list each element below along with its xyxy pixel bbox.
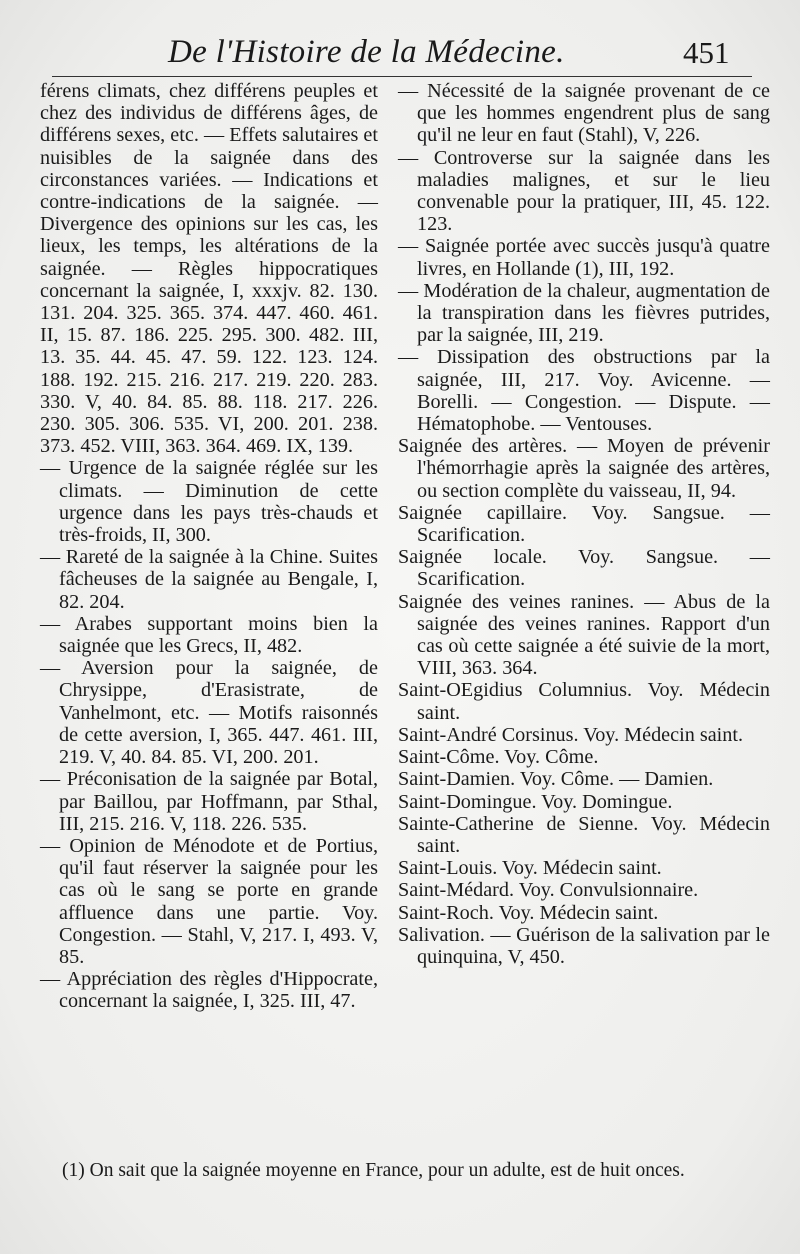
index-entry: Saignée locale. Voy. Sangsue. — Scarification. (398, 546, 770, 591)
index-entry: Saint-Côme. Voy. Côme. (398, 746, 599, 769)
index-entry: — Modération de la chaleur, augmentation de la transpiration dans les fièvres putrides, par la saignée, III, 219. (398, 279, 770, 347)
index-entry: — Controverse sur la saignée dans les maladies malignes, et sur le lieu convenable pour la pratiquer, III, 45. 122. 123. (398, 146, 770, 236)
footnote: (1) On sait que la saignée moyenne en France, pour un adulte, est de huit onces. (62, 1160, 685, 1181)
left-column (40, 80, 378, 1013)
index-entry: Saint-Médard. Voy. Convulsionnaire. (398, 879, 699, 902)
index-entry: — Rareté de la saignée à la Chine. Suites fâcheuses de la saignée au Bengale, I, 82. 204. (40, 546, 378, 613)
index-entry: — Urgence de la saignée réglée sur les climats. — Diminution de cette urgence dans les pays très-chauds et très-froids, II, 300. (40, 457, 378, 547)
index-entry: Saint-Roch. Voy. Médecin saint. (398, 901, 659, 924)
index-entry: Saignée des artères. — Moyen de prévenir l'hémorrhagie après la saignée des artères, ou section complète du vaisseau, II, 94. (398, 435, 770, 502)
running-title: De l'Histoire de la Médecine. (168, 34, 565, 70)
index-entry: Saignée capillaire. Voy. Sangsue. — Scarification. (398, 501, 770, 547)
index-entry: — Appréciation des règles d'Hippocrate, concernant la saignée, I, 325. III, 47. (40, 968, 378, 1013)
right-column (398, 80, 770, 968)
index-entry: — Saignée portée avec succès jusqu'à quatre livres, en Hollande (1), III, 192. (398, 235, 770, 280)
index-entry: — Aversion pour la saignée, de Chrysippe, d'Erasistrate, de Vanhelmont, etc. — Motifs raisonnés de cette aversion, I, 365. 447. 461. III, 219. V, 40. 84. 85. VI, 200. 201. (40, 657, 378, 769)
index-entry: — Arabes supportant moins bien la saignée que les Grecs, II, 482. (40, 612, 378, 658)
header-rule (52, 76, 752, 77)
index-entry: Saint-Louis. Voy. Médecin saint. (398, 857, 662, 880)
index-entry: Salivation. — Guérison de la salivation par le quinquina, V, 450. (398, 923, 770, 968)
page-header (0, 34, 800, 78)
index-entry: Saint-Domingue. Voy. Domingue. (398, 790, 673, 813)
page-number: 451 (683, 35, 730, 70)
index-entry: Saint-André Corsinus. Voy. Médecin saint. (398, 723, 744, 746)
index-entry: — Préconisation de la saignée par Botal, par Baillou, par Hoffmann, par Sthal, III, 215. 216. V, 118. 226. 535. (40, 768, 378, 835)
index-entry: férens climats, chez différens peuples et chez des individus de différens âges, de différens sexes, etc. — Effets salutaires et nuisibles de la saignée dans des circonstances variées. — Indications et contre-indications de la saignée. — Divergence des opinions sur les cas, les lieux, les temps, les altérations de la saignée. — Règles hippocratiques concernant la saignée, I, xxxjv. 82. 130. 131. 204. 325. 365. 374. 447. 460. 461. II, 15. 87. 186. 225. 295. 300. 482. III, 13. 35. 44. 45. 47. 59. 122. 123. 124. 188. 192. 215. 216. 217. 219. 220. 283. 330. V, 40. 84. 85. 88. 118. 217. 226. 230. 305. 306. 535. VI, 200. 201. 238. 373. 452. VIII, 363. 364. 469. IX, 139. (40, 80, 378, 458)
index-entry: Saint-OEgidius Columnius. Voy. Médecin saint. (398, 679, 770, 724)
index-entry: Saint-Damien. Voy. Côme. — Damien. (398, 768, 714, 791)
index-entry: Sainte-Catherine de Sienne. Voy. Médecin saint. (398, 812, 770, 857)
index-entry: — Opinion de Ménodote et de Portius, qu'il faut réserver la saignée pour les cas où le sang se porte en grande affluence dans une partie. Voy. Congestion. — Stahl, V, 217. I, 493. V, 85. (40, 834, 378, 968)
index-entry: — Dissipation des obstructions par la saignée, III, 217. Voy. Avicenne. — Borelli. — Congestion. — Dispute. — Hématophobe. — Ventouses. (398, 346, 770, 436)
index-entry: — Nécessité de la saignée provenant de ce que les hommes engendrent plus de sang qu'il ne leur en faut (Stahl), V, 226. (398, 80, 770, 147)
index-entry: Saignée des veines ranines. — Abus de la saignée des veines ranines. Rapport d'un cas où cette saignée a été suivie de la mort, VIII, 363. 364. (398, 590, 770, 680)
